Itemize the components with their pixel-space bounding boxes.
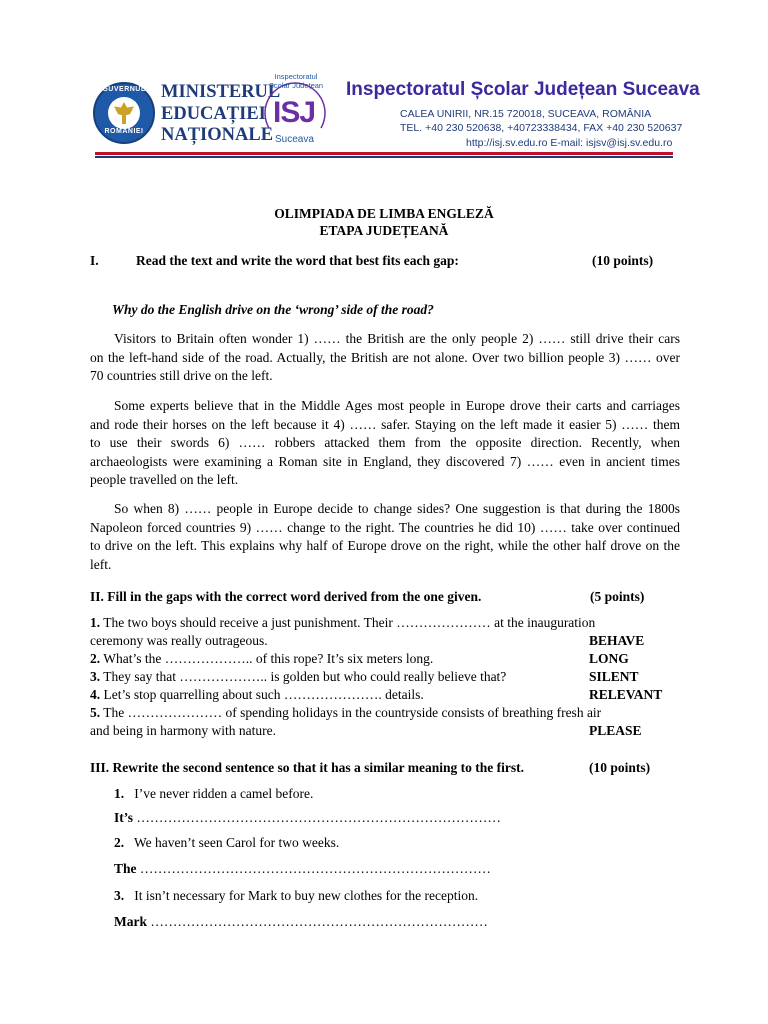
- s3-item-3-sentence: It isn’t necessary for Mark to buy new clothes for the reception.: [134, 888, 479, 903]
- inspectorate-title: Inspectoratul Școlar Județean Suceava: [346, 79, 700, 100]
- s3-item-1-number: 1.: [114, 786, 125, 801]
- p3-line-1: So when 8) …… people in Europe decide to change sides? One suggestion is that during the 1800s: [114, 501, 680, 516]
- section3-points: (10 points): [589, 760, 651, 775]
- crest-bottom-text: ROMÂNIEI: [104, 128, 144, 135]
- s3-item-3-number: 3.: [114, 888, 125, 903]
- s3-item-1-start: It’s: [114, 810, 133, 825]
- s2-item-1-number: 1.: [90, 615, 101, 630]
- paragraph-1: [90, 330, 680, 386]
- ministry-line-2: EDUCAȚIEI: [161, 103, 266, 124]
- header-divider-blue: [95, 156, 673, 158]
- isj-city: Suceava: [275, 134, 314, 145]
- section1-instruction: Read the text and write the word that best fits each gap:: [136, 253, 459, 268]
- p2-line-1: Some experts believe that in the Middle Ages most people in Europe drove their carts and carriages: [114, 398, 680, 413]
- isj-logo: [259, 72, 331, 150]
- s2-item-4-number: 4.: [90, 687, 101, 702]
- s3-item-2-dots: ……………………………………………………………………: [139, 861, 491, 876]
- p3-line-3: to drive on the left. This explains why half of Europe drove on the right, while the other half drove on the: [90, 538, 680, 553]
- government-crest-logo: [93, 82, 155, 144]
- s3-item-1-dots: ………………………………………………………………………: [136, 810, 501, 825]
- s2-item-1-word: BEHAVE: [589, 633, 645, 648]
- crest-top-text: GUVERNUL: [102, 86, 146, 93]
- s2-item-4-line-1: Let’s stop quarrelling about such …………………. details.: [103, 687, 424, 702]
- s2-item-2-word: LONG: [589, 651, 629, 666]
- s2-item-3: [90, 669, 506, 685]
- s2-item-5-line-2: and being in harmony with nature.: [90, 723, 276, 738]
- p2-line-2: and rode their horses on the left because it 4) …… safer. Staying on the left made it easier 5) …… them: [90, 416, 680, 432]
- p2-line-5: people travelled on the left.: [90, 472, 239, 487]
- s3-item-3-start: Mark: [114, 914, 147, 929]
- paragraph-3: [90, 500, 680, 574]
- s3-item-2-number: 2.: [114, 835, 125, 850]
- s2-item-2-number: 2.: [90, 651, 101, 666]
- s2-item-5: [90, 705, 601, 721]
- text-title: Why do the English drive on the ‘wrong’ side of the road?: [112, 302, 434, 317]
- doc-title-line-2: ETAPA JUDEȚEANĂ: [319, 223, 449, 238]
- isj-letters: ISJ: [273, 96, 316, 129]
- s2-item-3-line-1: They say that ……………….. is golden but who could really believe that?: [103, 669, 507, 684]
- s2-item-5-number: 5.: [90, 705, 101, 720]
- isj-arc-text: Inspectoratul Școlar Județean: [268, 72, 324, 90]
- section2-instruction: II. Fill in the gaps with the correct word derived from the one given.: [90, 589, 482, 604]
- s3-item-2: [114, 835, 339, 851]
- paragraph-2: [90, 397, 680, 490]
- s3-item-3-dots: …………………………………………………………………: [150, 914, 488, 929]
- p2-line-3: to use their swords 6) …… robbers attacked them from the opposite direction. Recently, when: [90, 435, 680, 450]
- s3-item-2-start: The: [114, 861, 137, 876]
- s2-item-1: [90, 615, 595, 631]
- p1-line-1: Visitors to Britain often wonder 1) …… the British are the only people 2) …… still drive their cars: [114, 331, 680, 346]
- s2-item-3-word: SILENT: [589, 669, 639, 684]
- section1-points: (10 points): [592, 253, 654, 268]
- s2-item-4: [90, 687, 424, 703]
- s3-item-2-sentence: We haven’t seen Carol for two weeks.: [134, 835, 340, 850]
- phone-line: TEL. +40 230 520638, +40723338434, FAX +40 230 520637: [400, 122, 683, 134]
- ministry-line-1: MINISTERUL: [161, 82, 281, 102]
- p1-line-2: on the left-hand side of the road. Actually, the British are not alone. Over two billion people 3) …… over: [90, 349, 680, 365]
- s3-item-3-answer: [114, 914, 488, 930]
- p3-line-2: Napoleon forced countries 9) …… change to the right. The countries he did 10) …… take over continued: [90, 519, 680, 535]
- section1-number: I.: [90, 253, 99, 268]
- section3-instruction: III. Rewrite the second sentence so that it has a similar meaning to the first.: [90, 760, 524, 775]
- s2-item-2: [90, 651, 433, 667]
- s2-item-5-line-1: The ………………… of spending holidays in the countryside consists of breathing fresh air: [103, 705, 602, 720]
- s2-item-5-word: PLEASE: [589, 723, 642, 738]
- s3-item-3: [114, 888, 478, 904]
- s3-item-1-sentence: I’ve never ridden a camel before.: [134, 786, 314, 801]
- s2-item-1-line-1: The two boys should receive a just punishment. Their ………………… at the inauguration: [103, 615, 596, 630]
- s3-item-1: [114, 786, 313, 802]
- p1-line-3: 70 countries still drive on the left.: [90, 368, 273, 383]
- s2-item-1-line-2: ceremony was really outrageous.: [90, 633, 268, 648]
- s2-item-4-word: RELEVANT: [589, 687, 663, 702]
- header-divider-red: [95, 152, 673, 155]
- s3-item-1-answer: [114, 810, 501, 826]
- web-email-line: http://isj.sv.edu.ro E-mail: isjsv@isj.sv.edu.ro: [466, 137, 673, 149]
- s2-item-2-line-1: What’s the ……………….. of this rope? It’s six meters long.: [103, 651, 434, 666]
- doc-title-line-1: OLIMPIADA DE LIMBA ENGLEZĂ: [274, 206, 494, 221]
- ministry-line-3: NAȚIONALE: [161, 125, 274, 145]
- address-line: CALEA UNIRII, NR.15 720018, SUCEAVA, ROMÂNIA: [400, 108, 652, 120]
- s2-item-3-number: 3.: [90, 669, 101, 684]
- p2-line-4: archaeologists were examining a Roman site in England, they discovered 7) …… even in ancient times: [90, 453, 680, 469]
- p3-line-4: left.: [90, 556, 112, 572]
- section2-points: (5 points): [590, 589, 645, 604]
- s3-item-2-answer: [114, 861, 491, 877]
